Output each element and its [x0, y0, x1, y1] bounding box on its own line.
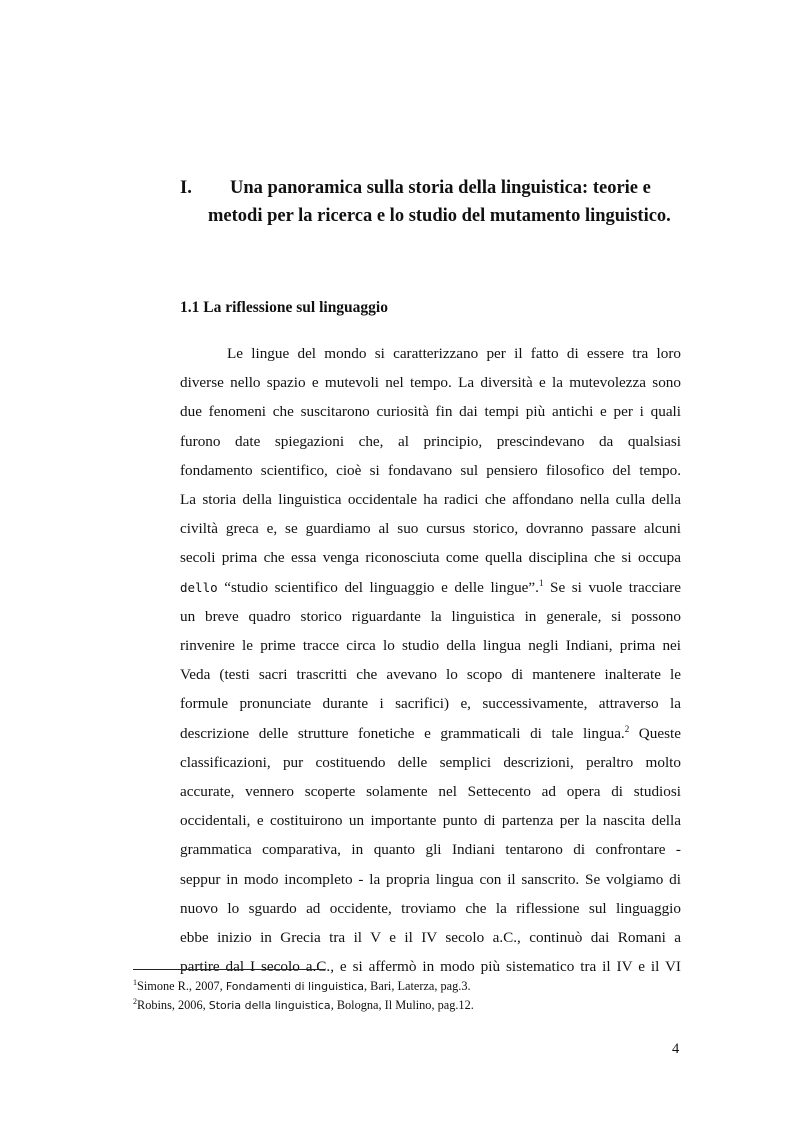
chapter-number: I.: [180, 178, 192, 198]
footnote-2-publisher: , Bologna, Il Mulino, pag.12.: [330, 998, 474, 1012]
body-line: classificazioni, pur costituendo delle semplici descrizioni, peraltro molto: [180, 753, 681, 771]
body-line: seppur in modo incompleto - la propria lingua con il sanscrito. Se volgiamo di: [180, 870, 681, 888]
section-title: 1.1 La riflessione sul linguaggio: [180, 299, 388, 316]
body-line: fondamento scientifico, cioè si fondavano sul pensiero filosofico del tempo.: [180, 461, 681, 479]
chapter-title: [180, 174, 700, 230]
chapter-title-line-1: Una panoramica sulla storia della linguistica: teorie e: [230, 178, 651, 198]
body-line: accurate, vennero scoperte solamente nel Settecento ad opera di studiosi: [180, 783, 681, 801]
body-word-dello: dello: [180, 579, 218, 595]
body-line-head: descrizione delle strutture fonetiche e grammaticali di tale lingua.: [180, 724, 625, 742]
body-line: La storia della linguistica occidentale ha radici che affondano nella culla della: [180, 491, 681, 509]
footnote-1-book-title: Fondamenti di linguistica: [225, 980, 365, 993]
body-line: [180, 573, 681, 602]
footnote-ref-2[interactable]: 2: [624, 723, 630, 734]
body-line: Veda (testi sacri trascritti che avevano lo scopo di mantenere inalterate le: [180, 666, 681, 684]
body-paragraph: [180, 339, 681, 981]
footnote-2: [133, 996, 474, 1015]
body-line: rinvenire le prime tracce circa lo studio della lingua negli Indiani, prima nei: [180, 637, 681, 655]
body-line: nuovo lo sguardo ad occidente, troviamo che la riflessione sul linguaggio: [180, 899, 681, 917]
body-line: un breve quadro storico riguardante la linguistica in generale, si possono: [180, 607, 681, 625]
footnote-2-book-title: Storia della linguistica: [208, 999, 331, 1012]
body-line: partire dal I secolo a.C., e si affermò in modo più sistematico tra il IV e il VI: [180, 958, 681, 976]
footnote-ref-1[interactable]: 1: [538, 577, 544, 588]
chapter-title-line-2: metodi per la ricerca e lo studio del mutamento linguistico.: [208, 206, 671, 226]
footnote-2-author: Robins, 2006,: [137, 998, 209, 1012]
body-line: furono date spiegazioni che, al principio, prescindevano da qualsiasi: [180, 432, 681, 450]
body-line-tail: Queste: [629, 724, 681, 742]
footnote-1-publisher: , Bari, Laterza, pag.3.: [364, 979, 471, 993]
body-line: diverse nello spazio e mutevoli nel tempo. La diversità e la mutevolezza sono: [180, 374, 681, 392]
footnote-separator: [133, 969, 325, 970]
footnote-1-number: 1: [133, 977, 137, 987]
body-line: Le lingue del mondo si caratterizzano per il fatto di essere tra loro: [227, 345, 681, 362]
body-line: ebbe inizio in Grecia tra il V e il IV secolo a.C., continuò dai Romani a: [180, 929, 681, 947]
page-number: 4: [672, 1041, 680, 1057]
body-line: [180, 719, 681, 748]
body-line: due fenomeni che suscitarono curiosità fin dai tempi più antichi e per i quali: [180, 403, 681, 421]
footnotes: [133, 977, 474, 1015]
body-line: grammatica comparativa, in quanto gli Indiani tentarono di confrontare -: [180, 841, 681, 859]
body-line: occidentali, e costituirono un importante punto di partenza per la nascita della: [180, 812, 681, 830]
footnote-1: [133, 977, 474, 996]
body-quote: “studio scientifico del linguaggio e delle lingue”.: [217, 578, 539, 596]
body-line: civiltà greca e, se guardiamo al suo cursus storico, dovranno passare alcuni: [180, 520, 681, 538]
footnote-1-author: Simone R., 2007,: [137, 979, 226, 993]
body-line: formule pronunciate durante i sacrifici) e, successivamente, attraverso la: [180, 695, 681, 713]
body-line-tail: Se si vuole tracciare: [543, 578, 681, 596]
body-line: secoli prima che essa venga riconosciuta come quella disciplina che si occupa: [180, 549, 681, 567]
footnote-2-number: 2: [133, 996, 137, 1006]
